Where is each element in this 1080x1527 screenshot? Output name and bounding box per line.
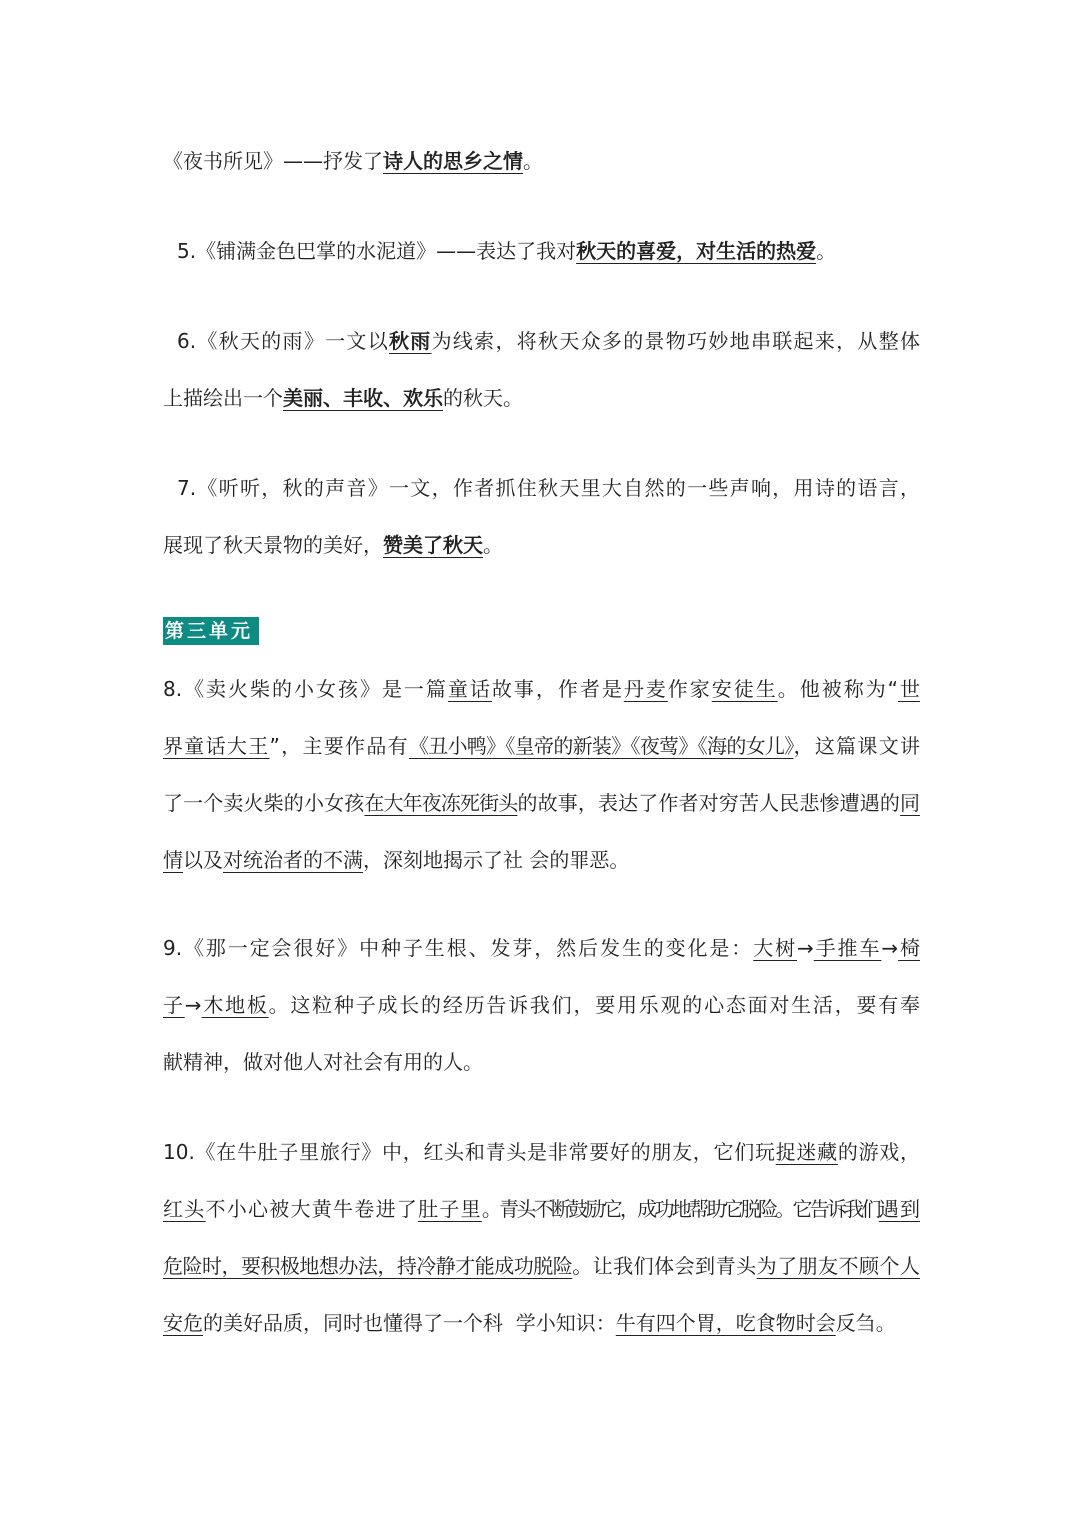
text: 。他被称为“	[777, 677, 899, 701]
text: 不小心被大黄牛卷进了	[205, 1197, 419, 1221]
text: 的故事，表达了作者对穷苦人民悲惨遭遇的	[517, 791, 901, 815]
underlined: 在大年夜冻死街头	[364, 791, 518, 815]
text: 。青头不断鼓励它，成功地帮助它脱险。它告诉我们	[481, 1197, 879, 1221]
paragraph-4	[163, 146, 920, 176]
text: ，这篇课文讲	[793, 734, 921, 758]
text: 。	[483, 533, 503, 557]
underlined: 子	[163, 993, 185, 1017]
underlined: 肚子里	[418, 1197, 482, 1221]
text: 反刍。	[835, 1311, 896, 1335]
text: 展现了秋天景物的美好，	[163, 533, 383, 557]
text: 了一个卖火柴的小女孩	[163, 791, 365, 815]
text: 7.《听听，秋的声音》一文，作者抓住秋天里大自然的一些声响，用诗的语言，	[177, 476, 920, 500]
text: 。	[523, 149, 543, 173]
text: 。让我们体会到青头	[572, 1254, 757, 1278]
emphasis: 秋天的喜爱，对生活的热爱	[576, 239, 817, 263]
underlined: 手推车	[813, 936, 882, 960]
text: 《夜书所见》——抒发了	[163, 149, 383, 173]
underlined: 同	[900, 791, 921, 815]
underlined: 遇到	[878, 1197, 921, 1221]
underlined: 危险时，要积极地想办法，持冷静才能成功脱险	[163, 1254, 573, 1278]
paragraph-7-line-2	[163, 530, 920, 560]
paragraph-8-line-2	[163, 731, 920, 761]
underlined: 童话	[447, 677, 492, 701]
underlined: 丹麦	[623, 677, 668, 701]
underlined: 《丑小鸭》《皇帝的新装》《夜莺》《海的女儿》	[408, 734, 794, 758]
paragraph-5	[163, 236, 920, 266]
paragraph-10-line-1	[163, 1137, 920, 1167]
underlined: 世	[898, 677, 921, 701]
emphasis: 秋雨	[389, 329, 432, 353]
underlined: 大树	[753, 936, 797, 960]
emphasis: 赞美了秋天	[383, 533, 483, 557]
arrow: →	[881, 936, 899, 960]
paragraph-6-line-1	[163, 326, 920, 356]
text: 10.《在牛肚子里旅行》中，红头和青头是非常要好的朋友，它们玩	[163, 1140, 776, 1164]
paragraph-7-line-1	[163, 473, 920, 503]
text: ，深刻地揭示了社 会的罪恶。	[363, 848, 630, 872]
emphasis: 美丽、丰收、欢乐	[283, 386, 443, 410]
paragraph-6-line-2	[163, 383, 920, 413]
underlined: 界童话大王	[163, 734, 270, 758]
underlined: 椅	[898, 936, 921, 960]
text: 以及	[183, 848, 223, 872]
text: 献精神，做对他人对社会有用的人。	[163, 1050, 483, 1074]
underlined: 捉迷藏	[775, 1140, 838, 1164]
text: 。这粒种子成长的经历告诉我们，要用乐观的心态面对生活，要有奉	[268, 993, 921, 1017]
text: 8.《卖火柴的小女孩》是一篇	[163, 677, 448, 701]
unit-heading: 第三单元	[163, 617, 259, 645]
text: 6.《秋天的雨》一文以	[177, 329, 389, 353]
paragraph-10-line-2	[163, 1194, 920, 1224]
paragraph-10-line-3	[163, 1251, 920, 1281]
underlined: 为了朋友不顾个人	[756, 1254, 921, 1278]
arrow: →	[797, 936, 814, 960]
paragraph-8-line-4	[163, 845, 920, 875]
text: 9.《那一定会很好》中种子生根、发芽，然后发生的变化是：	[163, 936, 754, 960]
underlined: 红头	[163, 1197, 206, 1221]
text: 。	[816, 239, 837, 263]
underlined: 对统治者的不满	[223, 848, 363, 872]
text: ”，主要作品有	[269, 734, 409, 758]
paragraph-8-line-1	[163, 674, 920, 704]
underlined: 木地板	[201, 993, 269, 1017]
text: 为线索，将秋天众多的景物巧妙地串联起来，从整体	[431, 329, 921, 353]
underlined: 牛有四个胃，吃食物时会	[615, 1311, 836, 1335]
text: 的美好品质，同时也懂得了一个科 学小知识：	[203, 1311, 616, 1335]
underlined: 安危	[163, 1311, 203, 1335]
text: 作家	[667, 677, 712, 701]
emphasis: 诗人的思乡之情	[383, 149, 523, 173]
paragraph-8-line-3	[163, 788, 920, 818]
paragraph-9-line-2	[163, 990, 920, 1020]
text: 5.《铺满金色巴掌的水泥道》——表达了我对	[177, 239, 577, 263]
underlined: 情	[163, 848, 183, 872]
text: 的游戏，	[837, 1140, 921, 1164]
underlined: 安徒生	[711, 677, 778, 701]
text: 的秋天。	[443, 386, 523, 410]
paragraph-9-line-1	[163, 933, 920, 963]
paragraph-9-line-3	[163, 1047, 920, 1077]
text: 上描绘出一个	[163, 386, 283, 410]
text: 故事，作者是	[491, 677, 624, 701]
paragraph-10-line-4	[163, 1308, 920, 1338]
arrow: →	[184, 993, 202, 1017]
